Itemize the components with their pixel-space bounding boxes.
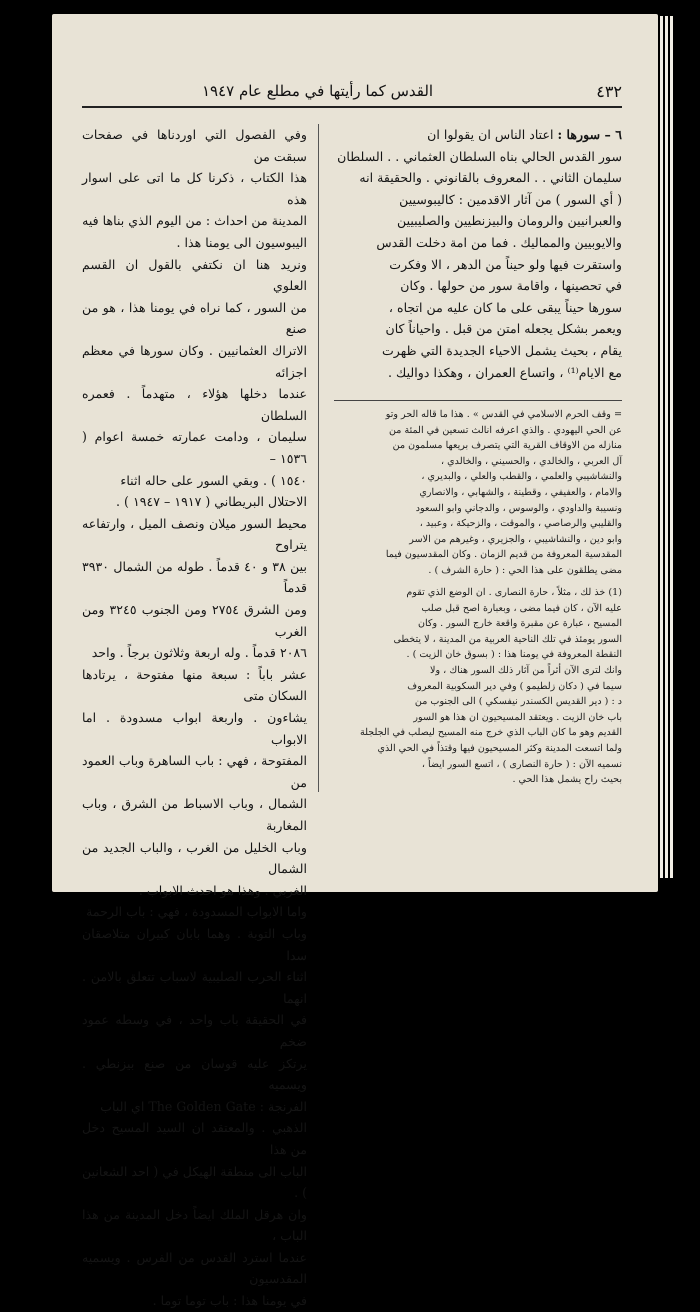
page-number: ٤٣٢: [596, 82, 622, 101]
section-text: اعتاد الناس ان يقولوا ان سور القدس الحالي بناه السلطان العثماني . . السلطان سليمان الثاني . . المعروف بالقانوني . والحقيقة انه ( أي السور ) من آثار الاقدمين : كاليبوسيين والعبرانيين والرومان والبيزنطيين والصليبيين والايوبيين والمماليك . فما من امة دخلت القدس واستقرت فيها ولو حيناً من الدهر ، الا وفكرت في تحصينها ، واقامة سور من حولها . وكان سورها حيناً يبقى على ما كان عليه من اتجاه ، ويعمر بشكل يجعله امتن من قبل . واحياناً كان يقام ، بحيث يشمل الاحياء الجديدة التي ظهرت مع الايام⁽¹⁾ ، واتساع العمران ، وهكذا دواليك .: [337, 127, 622, 380]
page-edge: [665, 16, 668, 878]
header-rule: [82, 106, 622, 108]
footnote-marker: (1): [608, 587, 622, 598]
column-divider: [318, 124, 319, 792]
left-column: [82, 124, 307, 1312]
left-paragraph-3: واما الابواب المسدودة ، فهي : باب الرحمة وباب التوبة . وهما بابان كبيران متلاصقان سدا اثناء الحرب الصليبية لاسباب تتعلق بالامن . انهما في الحقيقة باب واحد ، في وسطه عمود ضخم يرتكز عليه قوسان من صنع بيزنطي . ويسميه الفرنجة : The Golden Gate اي الباب الذهبي . والمعتقد ان السيد المسيح دخل من هذا الباب الى منطقة الهيكل في ( احد الشعانين ) . وان هرقل الملك ايضاً دخل المدينة من هذا الباب ، عندما استرد القدس من الفرس . ويسميه المقدسيون في يومنا هذا : باب توما توما .: [82, 904, 307, 1309]
footnote-rule: [334, 400, 622, 401]
right-column: [334, 124, 622, 383]
section-heading: ٦ – سورها :: [557, 127, 622, 142]
left-paragraph-1: وفي الفصول التي اوردناها في صفحات سبقت من هذا الكتاب ، ذكرنا كل ما اتى على اسوار هذه المدينة من احداث : من اليوم الذي بناها فيه اليبوسيون الى يومنا هذا .: [82, 127, 307, 250]
page-edge: [660, 16, 663, 878]
header-title: القدس كما رأيتها في مطلع عام ١٩٤٧: [202, 82, 434, 100]
footnote-1: [334, 585, 622, 788]
left-paragraph-2: ونريد هنا ان نكتفي بالقول ان القسم العلوي من السور ، كما نراه في يومنا هذا ، هو من صنع الاتراك العثمانيين . وكان سورها في معظم اجزائه عندما دخلها هؤلاء ، متهدماً . فعمره السلطان سليمان ، ودامت عمارته خمسة اعوام ( ١٥٣٦ – ١٥٤٠ ) . وبقي السور على حاله اثناء الاحتلال البريطاني ( ١٩١٧ – ١٩٤٧ ) . محيط السور ميلان ونصف الميل ، وارتفاعه يتراوح بين ٣٨ و ٤٠ قدماً . طوله من الشمال ٣٩٣٠ قدماً ومن الشرق ٢٧٥٤ ومن الجنوب ٣٢٤٥ ومن الغرب ٢٠٨٦ قدماً . وله اربعة وثلاثون برجاً . واحد عشر باباً : سبعة منها مفتوحة ، يرتادها السكان متى يشاءون . واربعة ابواب مسدودة . اما الابواب المفتوحة ، فهي : باب الساهرة وباب العمود من الشمال ، وباب الاسباط من الشرق ، وباب المغاربة وباب الخليل من الغرب ، والباب الجديد من الشمال الغربي . وهذا هو احدث الابواب .: [82, 256, 307, 898]
running-header: [82, 82, 622, 104]
section-paragraph: [334, 124, 622, 383]
footnote-continued: [334, 407, 622, 579]
footnote-continued-text: = وقف الحرم الاسلامي في القدس » . هذا ما قاله الحر وتو عن الحي اليهودي . والذي اعرفه انالث تسعين في المئة من منازله من الاوقاف القرية التي يتصرف بريعها مسلمون من آل العربي ، والخالدي ، والحسيني ، والخالدي ، والنشاشيبي والعلمي ، والقطب والعلي ، والبديري ، والامام ، والعفيفي ، وقطينة ، والشهابي ، والانصاري ونسيبة والداودي ، والوسوس ، والدجاني وابو السعود والقليبي والرصاصي ، والموقت ، والزحيكة ، وعبيد ، وابو دين ، والنشاشيبي ، والجزيري ، وغيرهم من الاسر المقدسية المعروفة من قديم الزمان . وكان المقدسيون فيما مضى يطلقون على هذا الحي : ( حارة الشرف ) .: [385, 409, 622, 576]
page-edge: [670, 16, 673, 878]
footnote-1-text: خذ لك ، مثلاً ، حارة النصارى . ان الوضع الذي تقوم عليه الآن ، كان فيما مضى ، وبعبارة اصح قبل صلب المسيح ، عبارة عن مقبرة واقعة خارج السور . وكان السور يومئذ في تلك الناحية العربية من المدينة ، لا يتخطى النقطة المعروفة في يومنا هذا : ( بسوق خان الزيت ) . وانك لترى الآن أثراً من آثار ذلك السور هناك ، ولا سيما في ( دكان زلطيمو ) وفي دير السكوبية المعروف د : ( دير القديس الكسندر نيفسكي ) الى الجنوب من باب خان الزيت . ويعتقد المسيحيون ان هذا هو السور القديم وهو ما كان الباب الذي خرج منه المسيح ليصلب في الجلجلة ولما اتسعت المدينة وكثر المسيحيون فيها وقتذاً في الحي الذي نسميه الآن : ( حارة النصارى ) ، اتسع السور ايضاً ، بحيث راح يشمل هذا الحي .: [359, 587, 622, 786]
